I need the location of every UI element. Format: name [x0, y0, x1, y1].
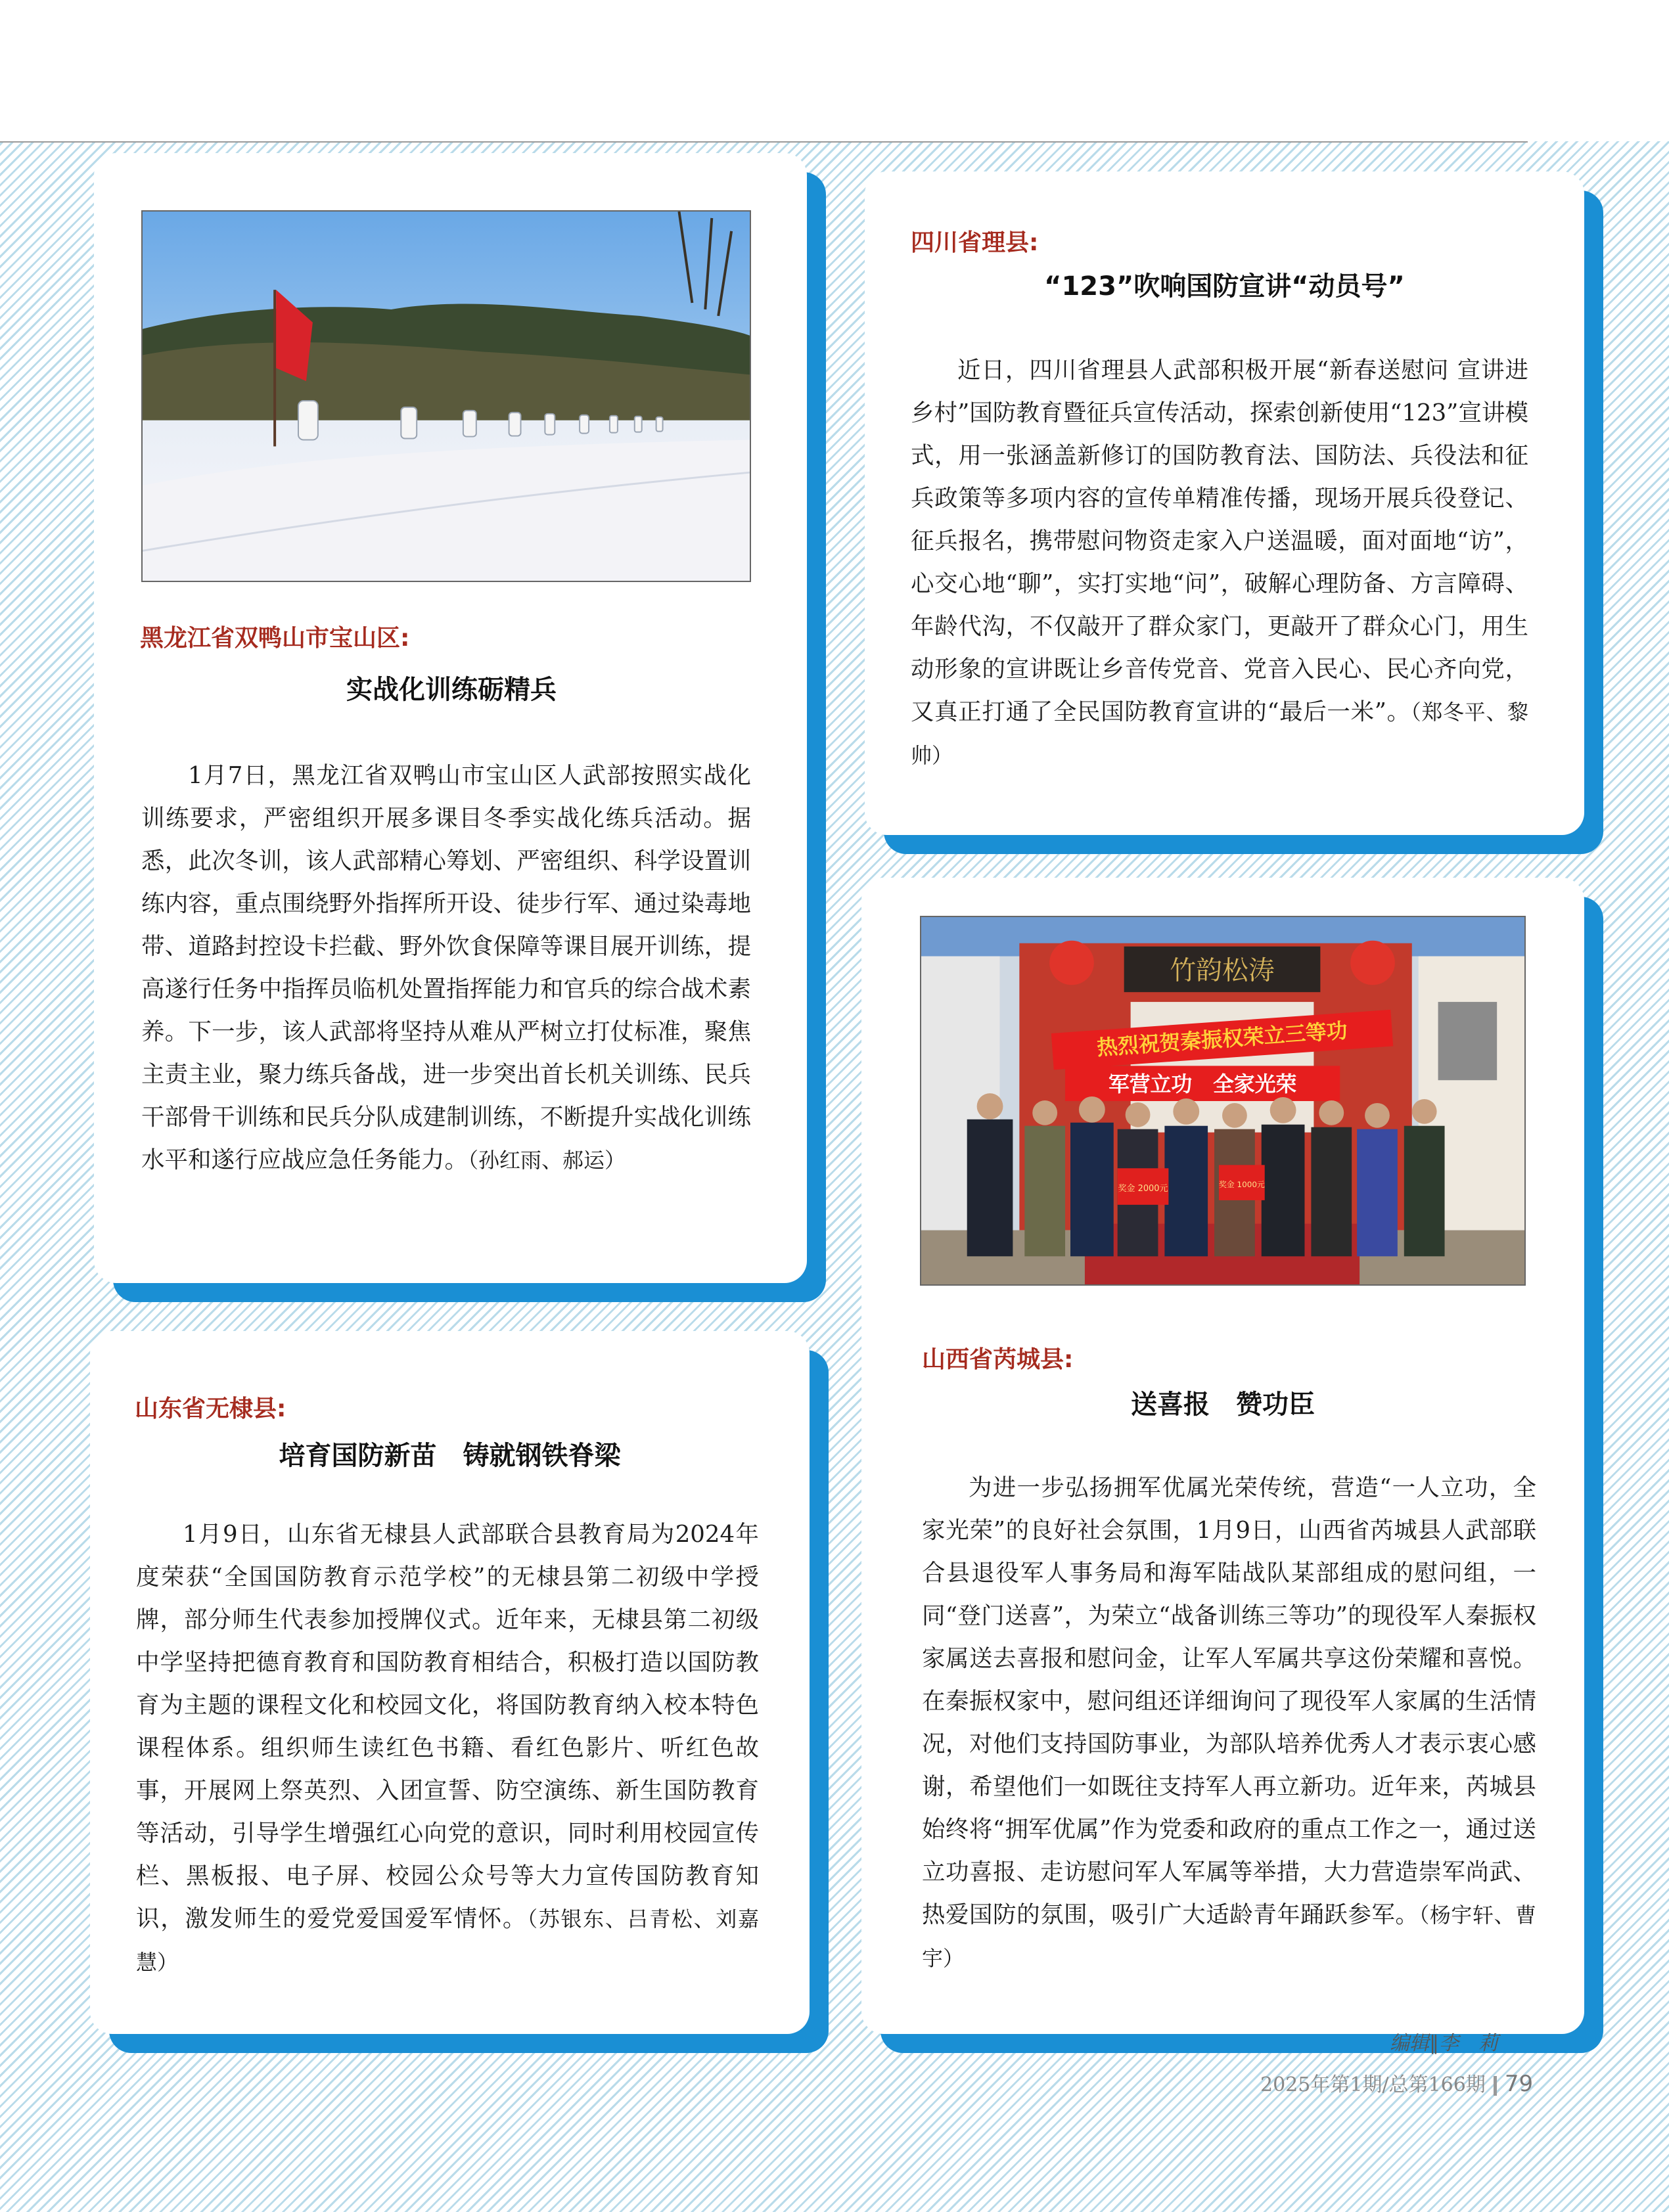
article-byline: （郑冬平、黎帅）: [911, 700, 1528, 768]
article-body: [136, 1513, 759, 1984]
region-label: 山西省芮城县:: [922, 1346, 1074, 1373]
reward-board-right: 奖金 1000元: [1218, 1180, 1265, 1190]
reward-board-left: 奖金 2000元: [1118, 1184, 1168, 1194]
article-byline: （孙红雨、郝运）: [468, 1148, 626, 1173]
banner-top-text: 热烈祝贺秦振权荣立三等功: [1096, 1018, 1348, 1060]
region-label: 黑龙江省双鸭山市宝山区:: [140, 625, 410, 652]
article-byline: （苏银东、吕青松、刘嘉慧）: [136, 1907, 759, 1975]
page-footer: [1260, 2068, 1533, 2097]
card-heilongjiang: [94, 153, 807, 1283]
article-headline: 送喜报 赞功臣: [1131, 1389, 1315, 1420]
article-body-text: 为进一步弘扬拥军优属光荣传统，营造“一人立功，全家光荣”的良好社会氛围，1月9日，山西省芮城县人武部联合县退役军人事务局和海军陆战队某部组成的慰问组，一同“登门送喜”，为荣立“战备训练三等功”的现役军人秦振权家属送去喜报和慰问金，让军人军属共享这份荣耀和喜悦。在秦振权家中，慰问组还详细询问了现役军人家属的生活情况，对他们支持国防事业，为部队培养优秀人才表示衷心感谢，希望他们一如既往支持军人再立新功。近年来，芮城县始终将“拥军优属”作为党委和政府的重点工作之一，通过送立功喜报、走访慰问军人军属等举措，大力营造崇军尚武、热爱国防的氛围，吸引广大适龄青年踊跃参军。: [922, 1474, 1536, 1928]
region-label: 四川省理县:: [911, 229, 1039, 256]
article-body: [911, 349, 1528, 777]
article-headline: 培育国防新苗 铸就钢铁脊梁: [279, 1441, 621, 1471]
card-sichuan: [865, 171, 1584, 835]
snow-march-photo: [141, 210, 751, 582]
top-margin: [0, 0, 1669, 141]
article-headline: 实战化训练砺精兵: [346, 675, 557, 705]
article-byline: （杨宇轩、曹宇）: [922, 1903, 1536, 1971]
editor-credit: 编辑∥李 莉: [1390, 2032, 1498, 2055]
footer-divider: [1494, 2076, 1497, 2096]
plaque-text: 竹韵松涛: [1170, 955, 1275, 986]
article-body-text: 1月9日，山东省无棣县人武部联合县教育局为2024年度荣获“全国国防教育示范学校”的无棣县第二初级中学授牌，部分师生代表参加授牌仪式。近年来，无棣县第二初级中学坚持把德育教育和国防教育相结合，积极打造以国防教育为主题的课程文化和校园文化，将国防教育纳入校本特色课程体系。组织师生读红色书籍、看红色影片、听红色故事，开展网上祭英烈、入团宣誓、防空演练、新生国防教育等活动，引导学生增强红心向党的意识，同时利用校园宣传栏、黑板报、电子屏、校园公众号等大力宣传国防教育知识，激发师生的爱党爱国爱军情怀。: [136, 1521, 759, 1932]
award-ceremony-photo: [920, 916, 1526, 1286]
article-body: [141, 754, 751, 1182]
article-body-text: 近日，四川省理县人武部积极开展“新春送慰问 宣讲进乡村”国防教育暨征兵宣传活动，探索创新使用“123”宣讲模式，用一张涵盖新修订的国防教育法、国防法、兵役法和征兵政策等多项内容的宣传单精准传播，现场开展兵役登记、征兵报名，携带慰问物资走家入户送温暖，面对面地“访”，心交心地“聊”，实打实地“问”，破解心理防备、方言障碍、年龄代沟，不仅敲开了群众家门，更敲开了群众心门，用生动形象的宣讲既让乡音传党音、党音入民心、民心齐向党，又真正打通了全民国防教育宣讲的“最后一米”。: [911, 357, 1528, 725]
card-shanxi: [861, 878, 1584, 2034]
article-headline: “123”吹响国防宣讲“动员号”: [1044, 271, 1405, 302]
issue-info: 2025年第1期/总第166期: [1260, 2073, 1486, 2096]
header-rule: [0, 141, 1528, 143]
card-shandong: [90, 1331, 810, 2034]
region-label: 山东省无棣县:: [135, 1395, 286, 1422]
article-body: [922, 1466, 1536, 1980]
banner-bottom-text: 军营立功 全家光荣: [1108, 1072, 1297, 1097]
page-number: 79: [1504, 2071, 1534, 2097]
article-body-text: 1月7日，黑龙江省双鸭山市宝山区人武部按照实战化训练要求，严密组织开展多课目冬季实战化练兵活动。据悉，此次冬训，该人武部精心筹划、严密组织、科学设置训练内容，重点围绕野外指挥所开设、徒步行军、通过染毒地带、道路封控设卡拦截、野外饮食保障等课目展开训练，提高遂行任务中指挥员临机处置指挥能力和官兵的综合战术素养。下一步，该人武部将坚持从难从严树立打仗标准，聚焦主责主业，聚力练兵备战，进一步突出首长机关训练、民兵干部骨干训练和民兵分队成建制训练，不断提升实战化训练水平和遂行应战应急任务能力。: [141, 762, 751, 1173]
